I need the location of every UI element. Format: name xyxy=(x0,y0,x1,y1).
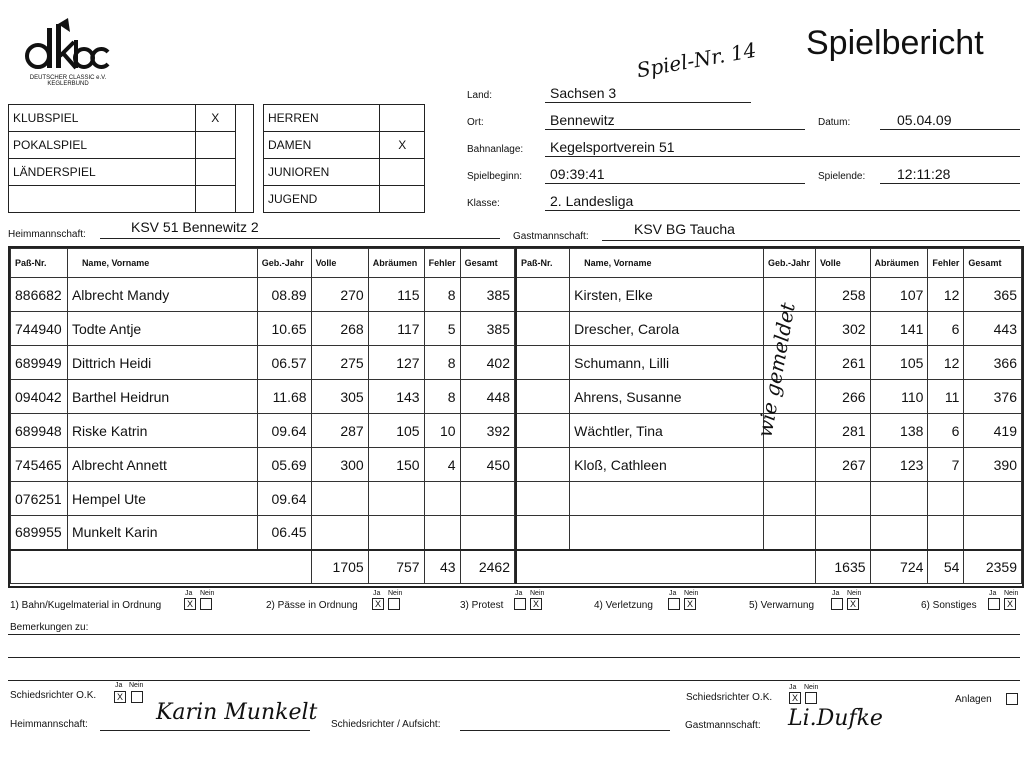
ort-label: Ort: xyxy=(467,117,484,128)
nein-label: Nein xyxy=(200,590,215,597)
cell-abr[interactable]: 141 xyxy=(870,312,928,346)
cell-abr[interactable]: 105 xyxy=(368,414,424,448)
cell-abr[interactable]: 117 xyxy=(368,312,424,346)
guest-signature-label: Gastmannschaft: xyxy=(685,720,761,731)
cell-abr[interactable]: 123 xyxy=(870,448,928,482)
col-geb: Geb.-Jahr xyxy=(257,249,311,278)
remarks-line-3 xyxy=(8,680,1020,681)
guest-signature: Li.Dufke xyxy=(788,706,883,731)
cell-abr[interactable]: 105 xyxy=(870,346,928,380)
cell-name[interactable]: Todte Antje xyxy=(67,312,257,346)
cell-name[interactable]: Munkelt Karin xyxy=(67,516,257,550)
cell-volle[interactable]: 300 xyxy=(311,448,368,482)
home-total-volle: 1705 xyxy=(311,550,368,584)
remarks-label: Bemerkungen zu: xyxy=(10,622,89,633)
nein-label: Nein xyxy=(388,590,403,597)
cell-volle[interactable]: 287 xyxy=(311,414,368,448)
cell-pass[interactable] xyxy=(516,516,570,550)
table-row xyxy=(11,516,515,550)
guest-total-gesamt: 2359 xyxy=(964,550,1022,584)
table-row xyxy=(11,448,515,482)
logo-subtitle-2: KEGLERBUND xyxy=(47,81,89,87)
game-type-mark[interactable] xyxy=(195,186,235,213)
cell-abr[interactable] xyxy=(870,482,928,516)
spacer xyxy=(235,159,253,186)
cell-geb[interactable]: 05.69 xyxy=(257,448,311,482)
cell-volle[interactable]: 267 xyxy=(815,448,870,482)
cell-geb[interactable]: 09.64 xyxy=(257,414,311,448)
table-row xyxy=(11,414,515,448)
cell-volle[interactable] xyxy=(815,482,870,516)
datum-value[interactable]: 05.04.09 xyxy=(897,112,952,128)
category-table xyxy=(263,104,425,213)
cell-name[interactable] xyxy=(570,516,764,550)
cell-volle[interactable]: 302 xyxy=(815,312,870,346)
cell-gesamt[interactable]: 385 xyxy=(460,312,514,346)
cell-gesamt[interactable]: 402 xyxy=(460,346,514,380)
referee-ok-right-nein-checkbox[interactable] xyxy=(805,692,817,704)
cell-pass[interactable] xyxy=(516,448,570,482)
category-mark[interactable] xyxy=(380,159,425,186)
cell-abr[interactable]: 143 xyxy=(368,380,424,414)
game-type-label: KLUBSPIEL xyxy=(9,105,196,132)
table-row xyxy=(11,346,515,380)
handwritten-game-number: Spiel-Nr. 14 xyxy=(634,37,759,83)
cell-gesamt[interactable] xyxy=(964,482,1022,516)
cell-pass[interactable]: 689949 xyxy=(11,346,68,380)
cell-gesamt[interactable]: 366 xyxy=(964,346,1022,380)
home-signature-label: Heimmannschaft: xyxy=(10,719,88,730)
beginn-line xyxy=(545,183,805,184)
cell-pass[interactable] xyxy=(516,482,570,516)
nein-label: Nein xyxy=(804,684,819,691)
cell-fehler[interactable]: 8 xyxy=(424,380,460,414)
referee-ok-label-left: Schiedsrichter O.K. xyxy=(10,690,97,701)
home-total-abr: 757 xyxy=(368,550,424,584)
cell-volle[interactable]: 268 xyxy=(311,312,368,346)
ort-value[interactable]: Bennewitz xyxy=(550,112,615,128)
cell-volle[interactable] xyxy=(311,482,368,516)
question-nein-checkbox[interactable] xyxy=(388,598,400,610)
referee-ok-left-ja-checkbox[interactable]: X xyxy=(114,691,126,703)
game-type-label xyxy=(9,186,196,213)
category-label: JUNIOREN xyxy=(264,159,380,186)
cell-gesamt[interactable]: 450 xyxy=(460,448,514,482)
cell-geb[interactable]: 06.57 xyxy=(257,346,311,380)
cell-abr[interactable]: 110 xyxy=(870,380,928,414)
referee-ok-right-ja-checkbox[interactable]: X xyxy=(789,692,801,704)
referee-ok-left-nein-checkbox[interactable] xyxy=(131,691,143,703)
col-name: Name, Vorname xyxy=(67,249,257,278)
cell-geb[interactable] xyxy=(763,482,815,516)
referee-signature-line xyxy=(460,730,670,731)
cell-geb[interactable]: 06.45 xyxy=(257,516,311,550)
ja-label: Ja xyxy=(669,590,677,597)
cell-geb[interactable] xyxy=(763,448,815,482)
question-ja-checkbox[interactable] xyxy=(988,598,1000,610)
home-totals-label xyxy=(11,550,312,584)
category-mark[interactable] xyxy=(380,186,425,213)
cell-gesamt[interactable]: 365 xyxy=(964,278,1022,312)
cell-volle[interactable] xyxy=(815,516,870,550)
category-label: HERREN xyxy=(264,105,380,132)
cell-fehler[interactable]: 6 xyxy=(928,414,964,448)
question-nein-checkbox[interactable]: X xyxy=(530,598,542,610)
table-row xyxy=(516,448,1022,482)
home-players-table xyxy=(10,248,515,584)
cell-gesamt[interactable]: 376 xyxy=(964,380,1022,414)
home-total-gesamt: 2462 xyxy=(460,550,514,584)
cell-pass[interactable]: 744940 xyxy=(11,312,68,346)
ja-label: Ja xyxy=(185,590,193,597)
cell-volle[interactable]: 275 xyxy=(311,346,368,380)
question-ja-checkbox[interactable]: X xyxy=(184,598,196,610)
attachments-label: Anlagen xyxy=(955,694,992,705)
cell-gesamt[interactable] xyxy=(460,482,514,516)
datum-line xyxy=(880,129,1020,130)
klasse-label: Klasse: xyxy=(467,198,500,209)
guest-team-label: Gastmannschaft: xyxy=(513,231,589,242)
cell-volle[interactable]: 266 xyxy=(815,380,870,414)
question-ja-checkbox[interactable] xyxy=(668,598,680,610)
game-type-mark[interactable]: X xyxy=(195,105,235,132)
cell-name[interactable]: Kirsten, Elke xyxy=(570,278,764,312)
ja-label: Ja xyxy=(789,684,797,691)
land-line xyxy=(545,102,751,103)
cell-gesamt[interactable]: 392 xyxy=(460,414,514,448)
cell-volle[interactable] xyxy=(311,516,368,550)
remarks-line-2 xyxy=(8,657,1020,658)
nein-label: Nein xyxy=(129,682,144,689)
question-label: 3) Protest xyxy=(460,600,504,611)
game-type-label: POKALSPIEL xyxy=(9,132,196,159)
cell-name[interactable]: Ahrens, Susanne xyxy=(570,380,764,414)
cell-abr[interactable]: 150 xyxy=(368,448,424,482)
question-ja-checkbox[interactable] xyxy=(514,598,526,610)
cell-gesamt[interactable]: 448 xyxy=(460,380,514,414)
cell-pass[interactable] xyxy=(516,414,570,448)
category-mark[interactable] xyxy=(380,105,425,132)
cell-pass[interactable]: 886682 xyxy=(11,278,68,312)
remarks-line-1 xyxy=(8,634,1020,635)
col-abr: Abräumen xyxy=(368,249,424,278)
cell-fehler[interactable] xyxy=(424,516,460,550)
cell-geb[interactable]: 09.64 xyxy=(257,482,311,516)
cell-abr[interactable] xyxy=(870,516,928,550)
cell-geb[interactable]: 08.89 xyxy=(257,278,311,312)
table-row xyxy=(516,278,1022,312)
col-fehler: Fehler xyxy=(424,249,460,278)
home-team-line xyxy=(100,238,500,239)
cell-volle[interactable]: 281 xyxy=(815,414,870,448)
game-type-label: LÄNDERSPIEL xyxy=(9,159,196,186)
cell-abr[interactable]: 127 xyxy=(368,346,424,380)
cell-pass[interactable] xyxy=(516,312,570,346)
cell-pass[interactable]: 689955 xyxy=(11,516,68,550)
cell-pass[interactable] xyxy=(516,346,570,380)
guest-total-abr: 724 xyxy=(870,550,928,584)
cell-fehler[interactable] xyxy=(424,482,460,516)
cell-abr[interactable]: 138 xyxy=(870,414,928,448)
cell-fehler[interactable]: 6 xyxy=(928,312,964,346)
cell-name[interactable]: Hempel Ute xyxy=(67,482,257,516)
cell-name[interactable]: Albrecht Annett xyxy=(67,448,257,482)
table-row xyxy=(516,516,1022,550)
guest-team-value[interactable]: KSV BG Taucha xyxy=(634,221,735,237)
game-type-table xyxy=(8,104,254,213)
cell-name[interactable]: Albrecht Mandy xyxy=(67,278,257,312)
home-team-label: Heimmannschaft: xyxy=(8,229,86,240)
cell-pass[interactable]: 094042 xyxy=(11,380,68,414)
cell-fehler[interactable]: 12 xyxy=(928,346,964,380)
table-row xyxy=(11,312,515,346)
col-pass: Paß-Nr. xyxy=(11,249,68,278)
table-row xyxy=(516,482,1022,516)
guest-total-volle: 1635 xyxy=(815,550,870,584)
game-type-mark[interactable] xyxy=(195,159,235,186)
klasse-line xyxy=(545,210,1020,211)
ja-label: Ja xyxy=(115,682,123,689)
land-label: Land: xyxy=(467,90,493,101)
cell-geb[interactable] xyxy=(763,516,815,550)
cell-geb[interactable]: 11.68 xyxy=(257,380,311,414)
cell-abr[interactable] xyxy=(368,516,424,550)
col-volle: Volle xyxy=(311,249,368,278)
guest-totals-label xyxy=(516,550,815,584)
cell-name[interactable]: Wächtler, Tina xyxy=(570,414,764,448)
cell-fehler[interactable]: 7 xyxy=(928,448,964,482)
category-label: DAMEN xyxy=(264,132,380,159)
nein-label: Nein xyxy=(530,590,545,597)
col-gesamt: Gesamt xyxy=(460,249,514,278)
cell-volle[interactable]: 258 xyxy=(815,278,870,312)
spacer xyxy=(235,132,253,159)
home-signature-line xyxy=(100,730,310,731)
home-total-fehler: 43 xyxy=(424,550,460,584)
cell-gesamt[interactable]: 385 xyxy=(460,278,514,312)
dkbc-logo xyxy=(18,18,118,98)
cell-pass[interactable]: 689948 xyxy=(11,414,68,448)
cell-pass[interactable] xyxy=(516,278,570,312)
question-label: 6) Sonstiges xyxy=(921,600,977,611)
cell-volle[interactable]: 305 xyxy=(311,380,368,414)
cell-fehler[interactable]: 8 xyxy=(424,278,460,312)
bahn-line xyxy=(545,156,1020,157)
players-table xyxy=(8,246,1024,588)
bahn-value[interactable]: Kegelsportverein 51 xyxy=(550,139,675,155)
ende-label: Spielende: xyxy=(818,171,866,182)
spacer xyxy=(235,105,253,132)
land-value[interactable]: Sachsen 3 xyxy=(550,85,617,101)
ja-label: Ja xyxy=(832,590,840,597)
cell-gesamt[interactable] xyxy=(964,516,1022,550)
attachments-checkbox[interactable] xyxy=(1006,693,1018,705)
table-row xyxy=(11,380,515,414)
page-title: Spielbericht xyxy=(806,24,984,62)
col-gesamt: Gesamt xyxy=(964,249,1022,278)
cell-fehler[interactable]: 4 xyxy=(424,448,460,482)
spacer xyxy=(235,186,253,213)
bahn-label: Bahnanlage: xyxy=(467,144,524,155)
cell-gesamt[interactable] xyxy=(460,516,514,550)
ja-label: Ja xyxy=(989,590,997,597)
cell-name[interactable]: Dittrich Heidi xyxy=(67,346,257,380)
home-signature: Karin Munkelt xyxy=(156,700,318,725)
guest-total-fehler: 54 xyxy=(928,550,964,584)
cell-gesamt[interactable]: 419 xyxy=(964,414,1022,448)
beginn-label: Spielbeginn: xyxy=(467,171,523,182)
cell-fehler[interactable]: 8 xyxy=(424,346,460,380)
question-label: 1) Bahn/Kugelmaterial in Ordnung xyxy=(10,600,162,611)
ort-line xyxy=(545,129,805,130)
col-fehler: Fehler xyxy=(928,249,964,278)
table-row xyxy=(11,278,515,312)
cell-fehler[interactable]: 12 xyxy=(928,278,964,312)
cell-pass[interactable] xyxy=(516,380,570,414)
question-label: 4) Verletzung xyxy=(594,600,653,611)
cell-fehler[interactable] xyxy=(928,516,964,550)
cell-name[interactable] xyxy=(570,482,764,516)
nein-label: Nein xyxy=(684,590,699,597)
cell-volle[interactable]: 270 xyxy=(311,278,368,312)
cell-fehler[interactable]: 11 xyxy=(928,380,964,414)
col-name: Name, Vorname xyxy=(570,249,764,278)
datum-label: Datum: xyxy=(818,117,851,128)
col-geb: Geb.-Jahr xyxy=(763,249,815,278)
col-volle: Volle xyxy=(815,249,870,278)
question-ja-checkbox[interactable] xyxy=(831,598,843,610)
home-team-value[interactable]: KSV 51 Bennewitz 2 xyxy=(131,219,259,235)
category-mark[interactable]: X xyxy=(380,132,425,159)
cell-abr[interactable]: 115 xyxy=(368,278,424,312)
question-nein-checkbox[interactable]: X xyxy=(847,598,859,610)
question-nein-checkbox[interactable]: X xyxy=(1004,598,1016,610)
referee-ok-label-right: Schiedsrichter O.K. xyxy=(686,692,773,703)
beginn-value[interactable]: 09:39:41 xyxy=(550,166,605,182)
cell-gesamt[interactable]: 390 xyxy=(964,448,1022,482)
klasse-value[interactable]: 2. Landesliga xyxy=(550,193,634,209)
cell-gesamt[interactable]: 443 xyxy=(964,312,1022,346)
guest-birth-note-handwritten: wie gemeldet xyxy=(752,300,800,440)
guest-team-line xyxy=(602,240,1020,241)
cell-name[interactable]: Schumann, Lilli xyxy=(570,346,764,380)
cell-name[interactable]: Barthel Heidrun xyxy=(67,380,257,414)
question-nein-checkbox[interactable]: X xyxy=(684,598,696,610)
nein-label: Nein xyxy=(847,590,862,597)
cell-fehler[interactable]: 5 xyxy=(424,312,460,346)
col-abr: Abräumen xyxy=(870,249,928,278)
question-label: 5) Verwarnung xyxy=(749,600,815,611)
table-row xyxy=(11,482,515,516)
cell-fehler[interactable]: 10 xyxy=(424,414,460,448)
cell-pass[interactable]: 745465 xyxy=(11,448,68,482)
ja-label: Ja xyxy=(515,590,523,597)
cell-fehler[interactable] xyxy=(928,482,964,516)
question-nein-checkbox[interactable] xyxy=(200,598,212,610)
col-pass: Paß-Nr. xyxy=(516,249,570,278)
question-ja-checkbox[interactable]: X xyxy=(372,598,384,610)
category-label: JUGEND xyxy=(264,186,380,213)
ende-value[interactable]: 12:11:28 xyxy=(897,166,951,182)
logo-subtitle-1: DEUTSCHER CLASSIC e.V. xyxy=(29,75,107,81)
cell-name[interactable]: Riske Katrin xyxy=(67,414,257,448)
game-type-mark[interactable] xyxy=(195,132,235,159)
cell-abr[interactable] xyxy=(368,482,424,516)
cell-pass[interactable]: 076251 xyxy=(11,482,68,516)
nein-label: Nein xyxy=(1004,590,1019,597)
cell-name[interactable]: Kloß, Cathleen xyxy=(570,448,764,482)
ja-label: Ja xyxy=(373,590,381,597)
cell-name[interactable]: Drescher, Carola xyxy=(570,312,764,346)
question-label: 2) Pässe in Ordnung xyxy=(266,600,358,611)
referee-signature-label: Schiedsrichter / Aufsicht: xyxy=(331,719,441,730)
cell-geb[interactable]: 10.65 xyxy=(257,312,311,346)
cell-abr[interactable]: 107 xyxy=(870,278,928,312)
cell-volle[interactable]: 261 xyxy=(815,346,870,380)
ende-line xyxy=(880,183,1020,184)
